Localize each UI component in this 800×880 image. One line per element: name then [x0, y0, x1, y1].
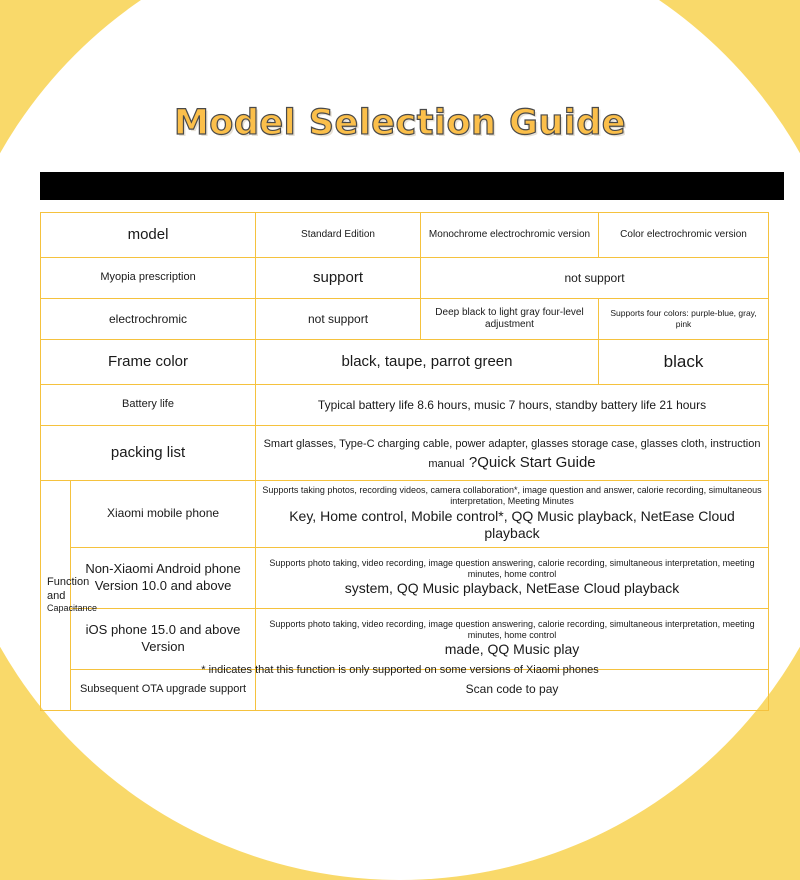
page-title: Model Selection Guide: [173, 103, 627, 143]
packing-list-line-2: ?Quick Start Guide: [468, 454, 596, 471]
function-row-value-ota: Scan code to pay: [256, 669, 769, 710]
spec-table: [40, 212, 769, 711]
ios-value-big: made, QQ Music play: [444, 641, 580, 657]
packing-list-value: [256, 426, 769, 481]
table-row: [41, 340, 769, 385]
header-mono-electrochromic: Monochrome electrochromic version: [421, 213, 599, 258]
row-label-packing-list: packing list: [41, 426, 256, 481]
function-section-label-sub: Capacitance: [47, 603, 98, 614]
electrochromic-mono-value: Deep black to light gray four-level adjustment: [421, 299, 599, 340]
footnote: * indicates that this function is only supported on some versions of Xiaomi phones: [201, 664, 599, 676]
header-model-label: model: [41, 213, 256, 258]
function-row-value-xiaomi: [256, 481, 769, 548]
myopia-other-value: not support: [421, 258, 769, 299]
row-label-electrochromic: electrochromic: [41, 299, 256, 340]
row-label-frame-color: Frame color: [41, 340, 256, 385]
android-value-big: system, QQ Music playback, NetEase Cloud playback: [344, 580, 680, 596]
function-row-label-xiaomi: Xiaomi mobile phone: [71, 481, 256, 548]
row-label-myopia: Myopia prescription: [41, 258, 256, 299]
black-divider-bar: [40, 172, 784, 200]
table-row: [41, 426, 769, 481]
table-row: [41, 299, 769, 340]
electrochromic-color-value: Supports four colors: purple-blue, gray, pink: [599, 299, 769, 340]
function-row-label-ios: iOS phone 15.0 and above Version: [71, 608, 256, 669]
frame-color-standard-value: black, taupe, parrot green: [256, 340, 599, 385]
row-label-battery-life: Battery life: [41, 385, 256, 426]
frame-color-other-value: black: [599, 340, 769, 385]
header-standard-edition: Standard Edition: [256, 213, 421, 258]
function-row-value-ios: [256, 608, 769, 669]
function-row-value-android: [256, 547, 769, 608]
battery-life-value: Typical battery life 8.6 hours, music 7 hours, standby battery life 21 hours: [256, 385, 769, 426]
table-row: [41, 547, 769, 608]
xiaomi-value-big: Key, Home control, Mobile control*, QQ Music playback, NetEase Cloud playback: [289, 507, 735, 541]
table-row: [41, 258, 769, 299]
xiaomi-value-small: Supports taking photos, recording videos, camera collaboration*, image question and answer, calorie recording, simultaneous interpretation, Meeting Minutes: [262, 485, 762, 507]
packing-list-line-1: Smart glasses, Type-C charging cable, power adapter, glasses storage case, glasses cloth, instruction manual: [263, 438, 761, 470]
electrochromic-standard-value: not support: [256, 299, 421, 340]
android-value-small: Supports photo taking, video recording, image question answering, calorie recording, simultaneous interpretation, meeting minutes, home control: [269, 557, 755, 579]
ios-value-small: Supports photo taking, video recording, image question answering, calorie recording, simultaneous interpretation, meeting minutes, home control: [269, 618, 755, 640]
function-row-label-ota: Subsequent OTA upgrade support: [71, 669, 256, 710]
table-row: [41, 213, 769, 258]
table-row: [41, 481, 769, 548]
table-row: [41, 608, 769, 669]
function-section-label-main: Function and: [47, 575, 90, 602]
table-row: [41, 385, 769, 426]
function-row-label-android: Non-Xiaomi Android phone Version 10.0 and above: [71, 547, 256, 608]
myopia-standard-value: support: [256, 258, 421, 299]
header-color-electrochromic: Color electrochromic version: [599, 213, 769, 258]
